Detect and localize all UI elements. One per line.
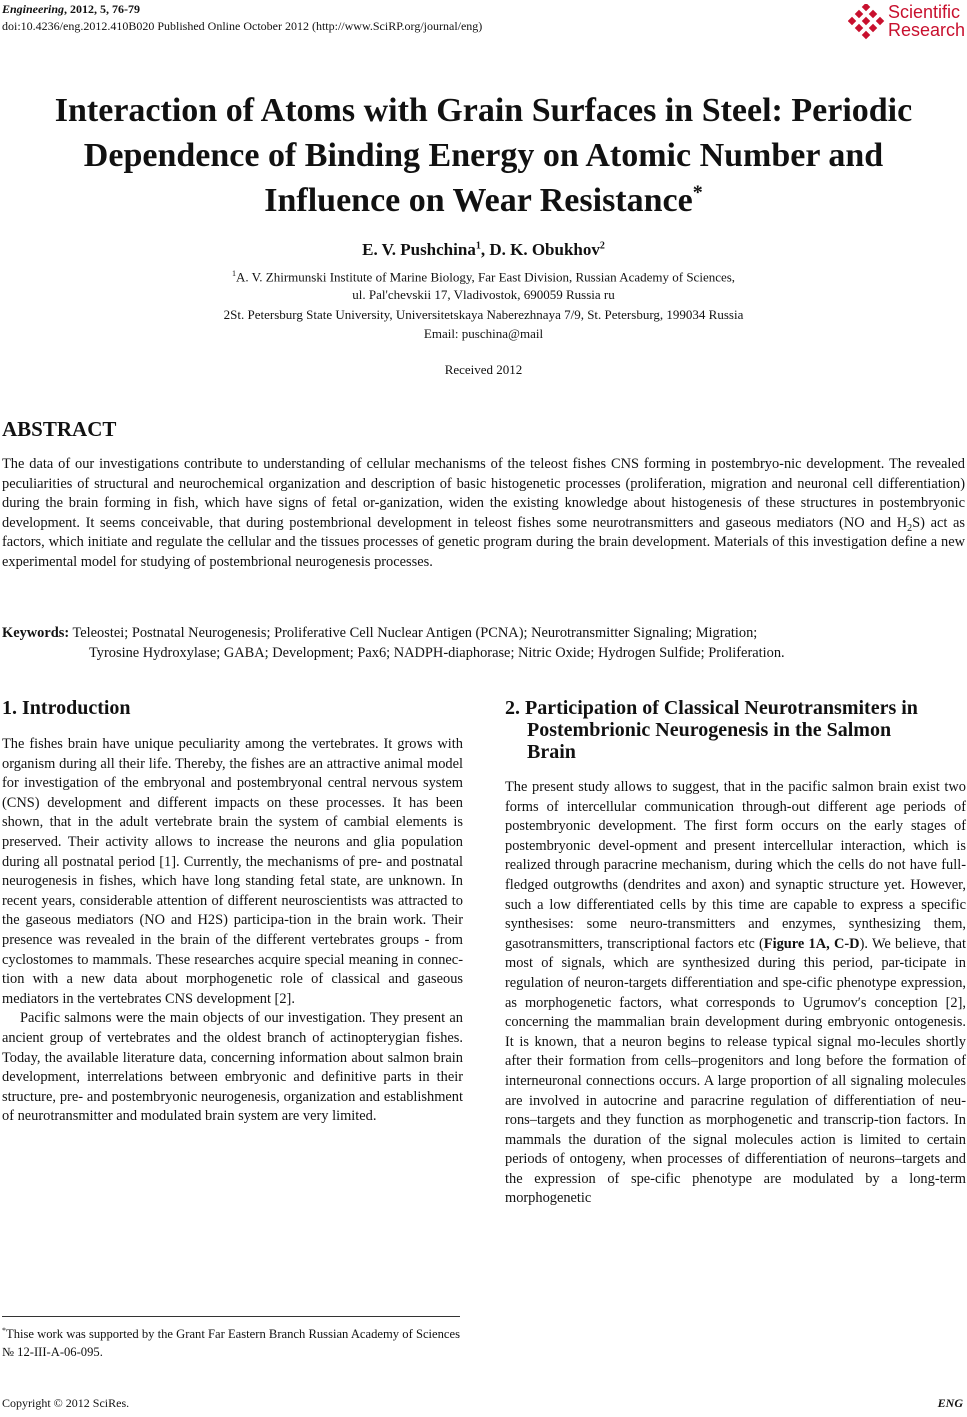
section-2-heading-line-3: Brain: [527, 741, 576, 763]
running-header: [2, 1, 482, 35]
publisher-logo: [848, 2, 967, 42]
footnote-text: Thise work was supported by the Grant Far Eastern Branch Russian Academy of Sciences № 12-III-A-06-095.: [2, 1327, 460, 1360]
publisher-logo-line1: Scientific: [888, 2, 961, 22]
abstract-subscript: 2: [907, 522, 913, 534]
section-2-paragraph-1: [505, 778, 966, 1209]
author-separator: ,: [480, 240, 490, 259]
journal-name: Engineering: [2, 2, 65, 16]
figure-reference: Figure 1A, C-D: [763, 935, 860, 952]
title-line-1: Interaction of Atoms with Grain Surfaces in Steel: Periodic: [54, 92, 913, 129]
affiliation-2: 2St. Petersburg State University, Universitetskaya Naberezhnaya 7/9, St. Petersburg, 199034 Russia: [223, 307, 744, 322]
footer-journal-abbr: ENG: [937, 1396, 963, 1410]
keywords-line-1: Teleostei; Postnatal Neurogenesis; Proliferative Cell Nuclear Antigen (PCNA); Neurotransmitter Signaling; Migration;: [69, 625, 758, 641]
author-2-affil: 2: [599, 240, 605, 252]
section-2-heading-line-1: 2. Participation of Classical Neurotransmiters in: [505, 697, 918, 719]
footnote-marker: *: [2, 1326, 6, 1335]
title-line-3: Influence on Wear Resistance: [264, 182, 693, 219]
section-2-body: [505, 778, 966, 1209]
author-2: D. K. Obukhov: [489, 240, 600, 259]
abstract-heading: ABSTRACT: [2, 417, 117, 441]
author-list: [0, 240, 967, 260]
footer-copyright: Copyright © 2012 SciRes.: [2, 1396, 130, 1410]
section-2-heading-line-2: Postembrionic Neurogenesis in the Salmon: [527, 719, 892, 741]
section-1-paragraph-2: Pacific salmons were the main objects of our investigation. They present an ancient group of vertebrates and the oldest branch of actinopterygian fishes. Today, the available literature data, concerning information about salmon brain development, interrelations between embryonic and definitive parts in their structure, pre- and postembryonic neurogenesis, organization and establishment of neurotransmitter and modulated brain system are very limited.: [2, 1010, 463, 1125]
publisher-logo-icon: [848, 4, 886, 40]
author-email: Email: puschina@mail: [423, 326, 544, 341]
affiliation-1-text: A. V. Zhirmunski Institute of Marine Biology, Far East Division, Russian Academy of Sciences,: [235, 269, 736, 285]
section-1-body: [2, 735, 463, 1127]
keywords: [2, 624, 965, 663]
footnote-divider: [2, 1316, 460, 1317]
abstract-text-b: S) act as factors, which initiate and regulate the cellular and the tissues processes of genetic program during the brain development. Materials of this investigation define a new experimental model for studying of postembrional neurogenesis processes.: [2, 514, 965, 570]
affiliation-1-address: ul. Pal'chevskii 17, Vladivostok, 690059 Russia ru: [352, 287, 615, 302]
affiliation-1: [0, 264, 967, 286]
author-1: E. V. Pushchina: [362, 240, 476, 259]
keywords-label: Keywords:: [2, 625, 70, 641]
section-1-heading: 1. Introduction: [2, 697, 131, 719]
section-2-text-a: The present study allows to suggest, that in the pacific salmon brain exist two forms of intercellular communication through-out different age periods of postembryonic development. The first form occurs on the early stages of postembryonic devel-opment and present intercellular interaction, which is realized through paracrine mechanism, during which the cells do not have full-fledged outgrowths (dendrites and axon) and synaptic structure yet. However, such a low differentiated cells by this time are capable to express a specific synthesises: some neuro-transmitters and enzymes, synthesizing them, gasotransmitters, transcriptional factors etc (: [505, 779, 966, 952]
affiliation-1-marker: 1: [231, 269, 236, 278]
volume-pages: , 2012, 5, 76-79: [64, 2, 141, 16]
paper-title: [0, 88, 967, 223]
keywords-line-2: Tyrosine Hydroxylase; GABA; Development; Pax6; NADPH-diaphorase; Nitric Oxide; Hydrogen Sulfide; Proliferation.: [89, 644, 785, 661]
received-date: Received 2012: [444, 362, 523, 377]
title-footnote-marker: *: [692, 181, 703, 204]
abstract-text-a: The data of our investigations contribute to understanding of cellular mechanisms of the teleost fishes CNS forming in postembryo-nic development. The revealed peculiarities of structural and neurochemical organization and description of basic histogenetic processes (proliferation, migration and neuronal cell differentiation) during the brain forming in fish, which have signs of fetal or-ganization, widen the existing knowledge about histogenesis of these structures in postembryonic development. It seems conceivable, that during postembrional development in teleost fishes some neurotransmitters and gaseous mediators (NO and H: [2, 456, 965, 531]
section-2-text-b: ). We believe, that most of signals, which are synthesized during this period, par-ticipate in regulation of neuron-targets differentiation and spe-cific phenotype expression, as morphogenetic factors, what corresponds to Ugrumov′s conception [2], concerning the mammalian brain development during embryonic ontogenesis. It is known, that a neuron begins to release typical signal mo-lecules shortly after their formation from cells–progenitors and long before the formation of interneuronal connections occurs. A large proportion of all signaling molecules are involved in autocrine and paracrine regulation of differentiation of neu-rons–targets and they function as morphogenetic and transcrip-tion factors. In mammals the duration of the signal molecules action is limited to certain periods of ontogeny, when processes of differentiation of neurons–targets and the expression of spe-cific phenotype are modulated by a long-term morphogenetic: [505, 935, 966, 1207]
author-1-affil: 1: [475, 240, 481, 252]
section-2-heading: [505, 697, 967, 763]
abstract-body: [2, 455, 965, 573]
title-line-2: Dependence of Binding Energy on Atomic Number and: [83, 137, 884, 174]
publisher-logo-line2: Research: [888, 20, 966, 40]
footnote: [2, 1322, 460, 1361]
section-1-paragraph-1: The fishes brain have unique peculiarity among the vertebrates. It grows with organism during all their life. Thereby, the fishes are an attractive animal model for investigation of the embryonal and postembryonal central nervous system (CNS) development and different impacts on these processes. It has been shown, that in the adult vertebrate brain the system of cambial elements is preserved. Their activity allows to increase the neurons and glia population during all postnatal period [1]. Currently, the mechanisms of pre- and postnatal neurogenesis in fishes, which have long standing fetal state, are unknown. In recent years, considerable attention of different neuroscientists was attracted to the gaseous mediators (NO and H2S) participa-tion in the brain work. Their presence was revealed in the brain of the different vertebrates groups - from cyclostomes to mammals. These researches acquire special meaning in connec-tion with a new data about morphogenetic role of classical and gaseous mediators in the vertebrates CNS development [2].: [2, 736, 463, 1007]
doi-line: doi:10.4236/eng.2012.410B020 Published Online October 2012 (http://www.SciRP.org/journal/eng): [2, 19, 483, 33]
